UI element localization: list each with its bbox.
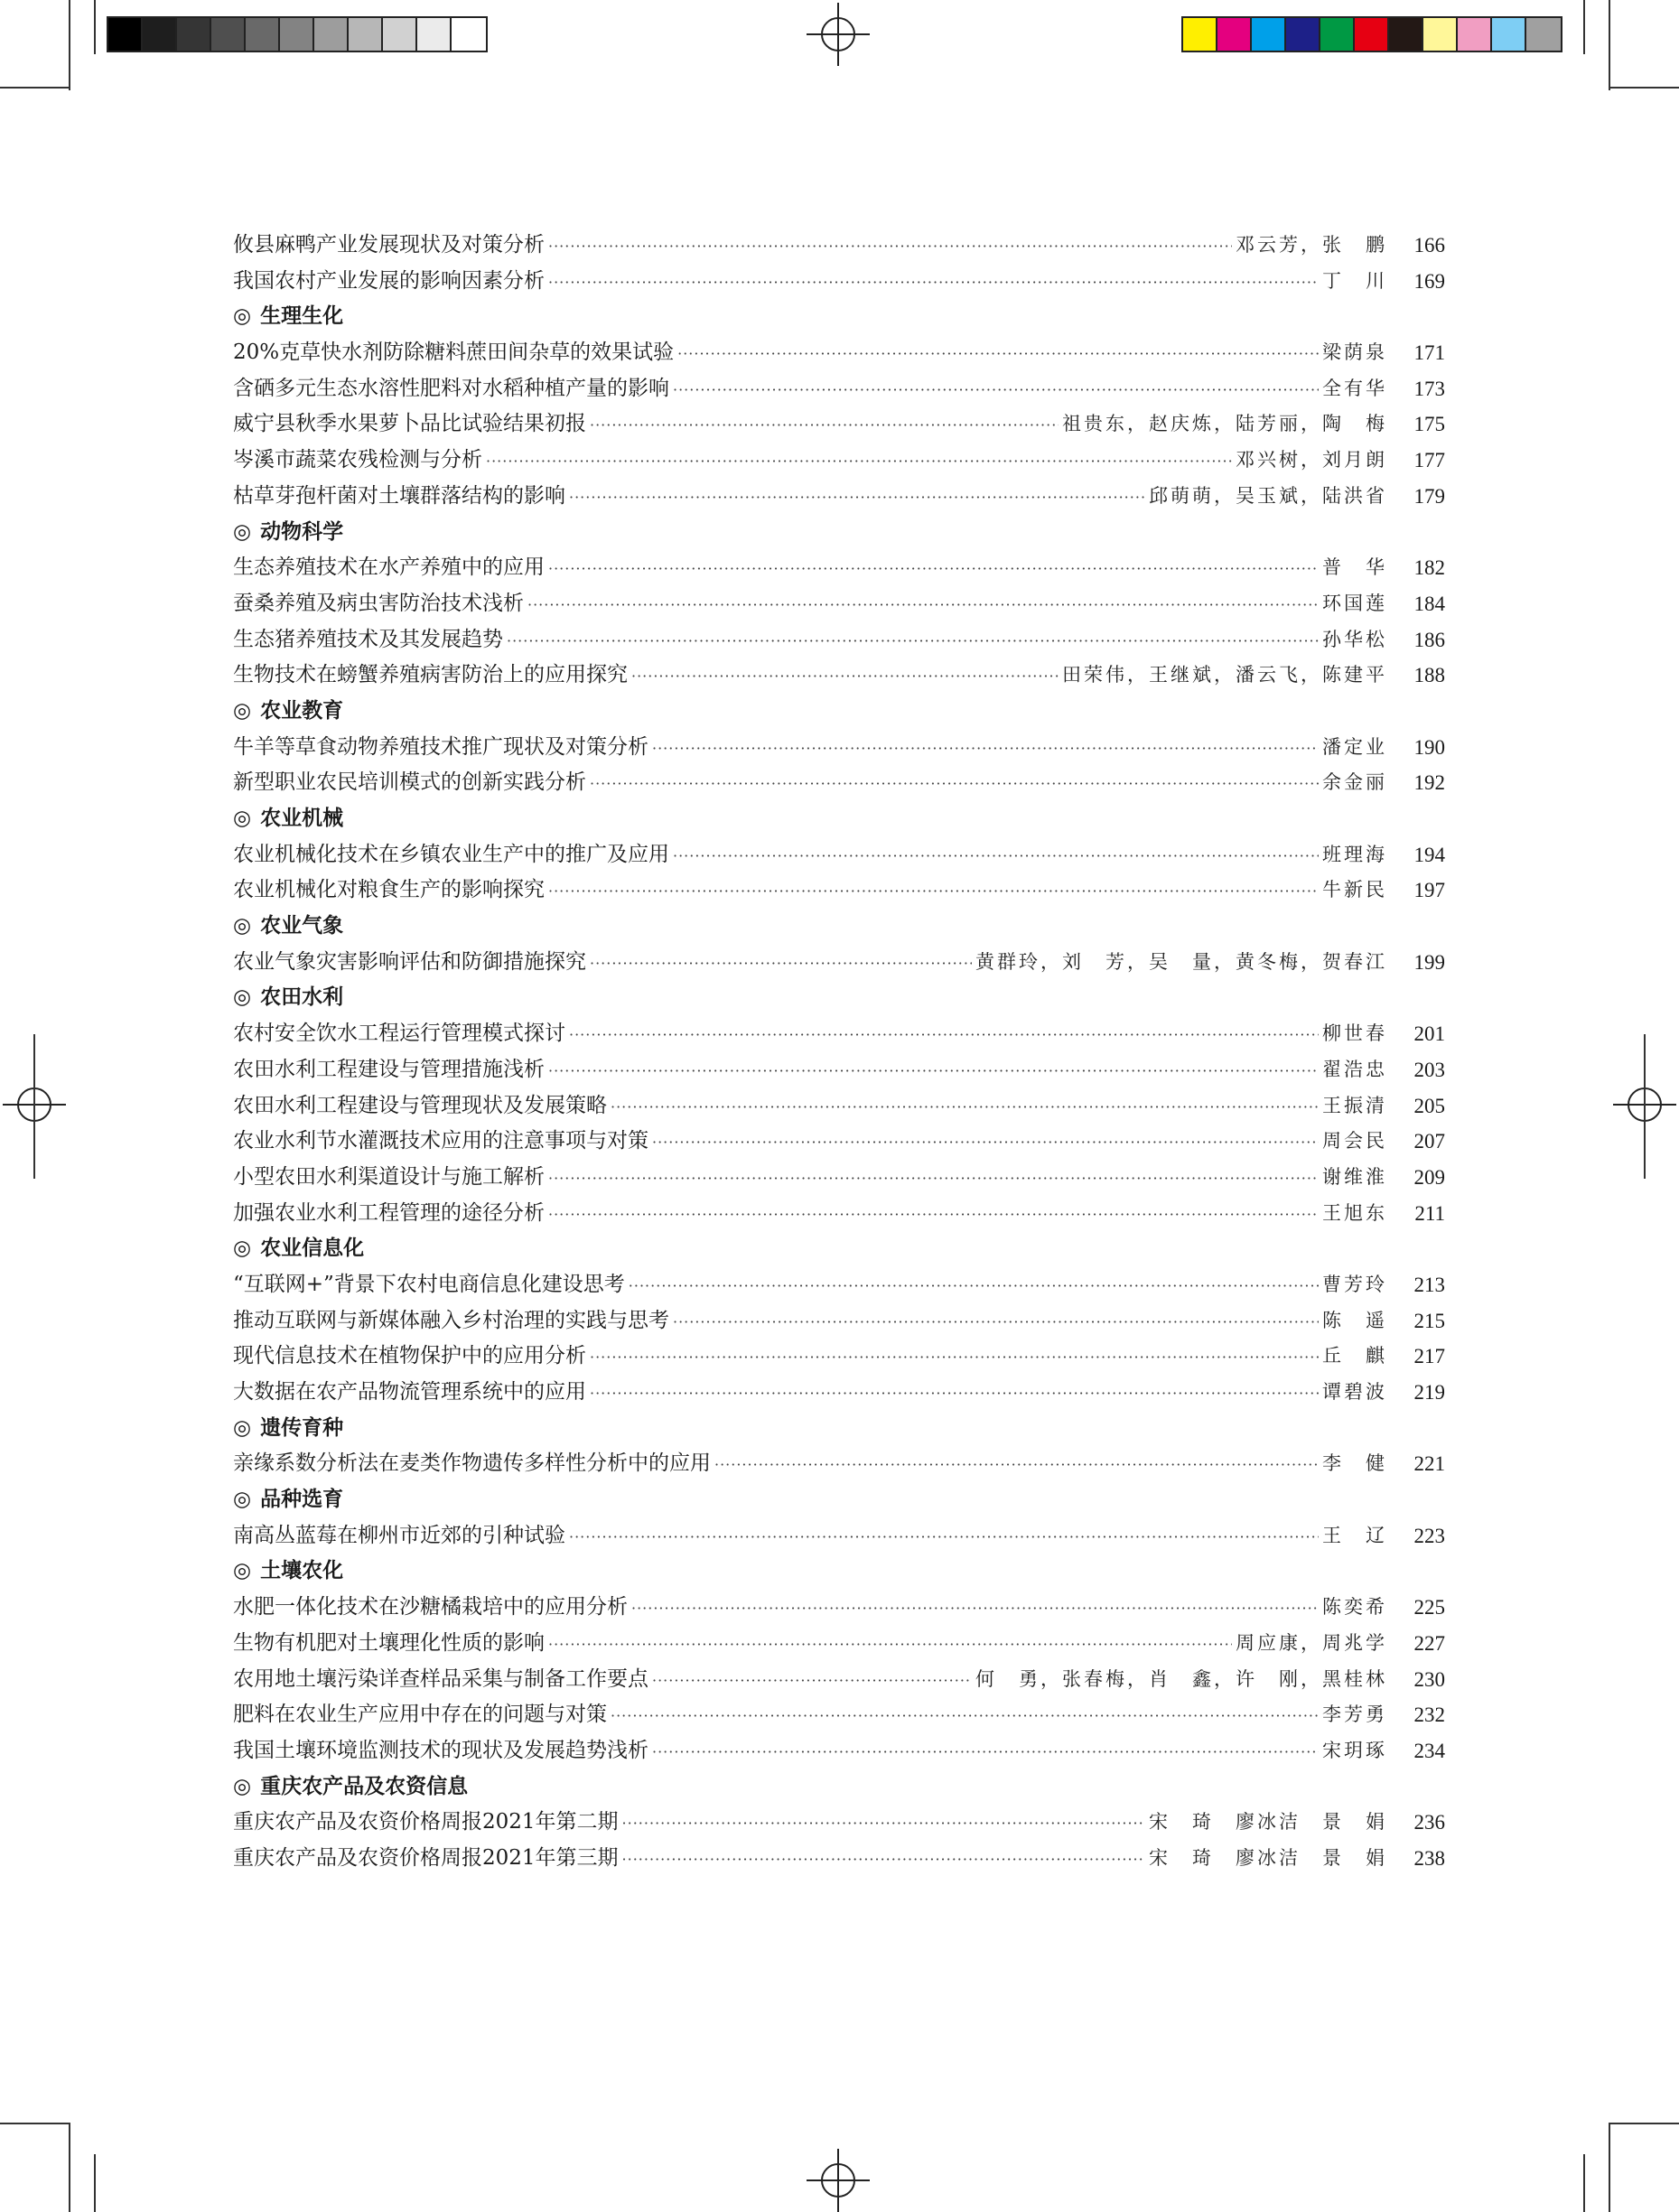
page-number: 215 — [1413, 1309, 1445, 1332]
article-title: 牛羊等草食动物养殖技术推广现状及对策分析 — [233, 734, 648, 759]
color-swatch — [1252, 18, 1286, 51]
toc-entry[interactable] — [233, 1446, 1445, 1482]
dot-leader — [652, 1124, 1319, 1160]
page-number: 182 — [1413, 556, 1445, 580]
color-swatch — [314, 18, 349, 51]
page-number: 171 — [1413, 341, 1445, 365]
article-authors: 祖贵东，赵庆炼，陆芳丽，陶 梅 — [1062, 413, 1387, 435]
color-swatch — [452, 18, 486, 51]
color-swatch — [143, 18, 177, 51]
article-authors: 何 勇，张春梅，肖 鑫，许 刚，黑桂林 — [975, 1667, 1387, 1690]
section-title: 农业机械 — [260, 807, 344, 830]
color-swatch — [1183, 18, 1217, 51]
toc-entry[interactable] — [233, 1088, 1445, 1125]
toc-entry[interactable] — [233, 1124, 1445, 1160]
page-number: 223 — [1413, 1524, 1445, 1547]
toc-entry[interactable] — [233, 1052, 1445, 1088]
page-number: 234 — [1413, 1739, 1445, 1762]
article-title: 农田水利工程建设与管理措施浅析 — [233, 1057, 545, 1081]
dot-leader — [652, 1733, 1319, 1769]
toc-entry[interactable] — [233, 1805, 1445, 1841]
toc-entry[interactable] — [233, 730, 1445, 766]
article-title: 生态养殖技术在水产养殖中的应用 — [233, 555, 545, 580]
page-number: 169 — [1413, 269, 1445, 293]
article-title: 农业气象灾害影响评估和防御措施探究 — [233, 949, 586, 974]
article-authors: 班理海 — [1322, 843, 1387, 865]
section-marker-icon: ◎ — [233, 304, 252, 329]
article-title: 重庆农产品及农资价格周报2021年第三期 — [233, 1845, 619, 1870]
article-authors: 谢维淮 — [1322, 1165, 1387, 1188]
page-number: 207 — [1413, 1130, 1445, 1153]
toc-section-heading — [233, 515, 1445, 551]
article-title: 含硒多元生态水溶性肥料对水稻种植产量的影响 — [233, 376, 669, 400]
dot-leader — [673, 371, 1319, 407]
page-number: 227 — [1413, 1631, 1445, 1655]
article-title: 农业水利节水灌溉技术应用的注意事项与对策 — [233, 1129, 648, 1153]
crop-mark-top-right-h — [1610, 87, 1679, 89]
article-title: 生物技术在螃蟹养殖病害防治上的应用探究 — [233, 663, 628, 687]
dot-leader — [622, 1805, 1145, 1841]
crop-mark-bottom-right-h — [1610, 2123, 1679, 2124]
toc-entry[interactable] — [233, 335, 1445, 371]
page-number: 166 — [1413, 234, 1445, 257]
article-authors: 曹芳玲 — [1322, 1273, 1387, 1295]
dot-leader — [507, 622, 1319, 658]
dot-leader — [569, 1518, 1319, 1554]
color-calibration-bar — [1181, 16, 1562, 52]
article-authors: 孙华松 — [1322, 628, 1387, 650]
crop-mark-top-left-v — [69, 0, 70, 90]
article-title: 现代信息技术在植物保护中的应用分析 — [233, 1344, 586, 1368]
article-authors: 丁 川 — [1322, 269, 1387, 292]
toc-entry[interactable] — [233, 1016, 1445, 1052]
dot-leader — [527, 586, 1319, 622]
crop-mark-bottom-left-h — [0, 2123, 69, 2124]
article-authors: 梁荫泉 — [1322, 341, 1387, 364]
page-number: 173 — [1413, 377, 1445, 400]
dot-leader — [673, 837, 1319, 873]
dot-leader — [590, 765, 1319, 801]
article-title: 20%克草快水剂防除糖料蔗田间杂草的效果试验 — [233, 341, 675, 365]
article-title: 水肥一体化技术在沙糖橘栽培中的应用分析 — [233, 1595, 628, 1619]
color-swatch — [177, 18, 211, 51]
article-authors: 陈奕希 — [1322, 1596, 1387, 1619]
color-swatch — [1458, 18, 1492, 51]
dot-leader — [548, 1052, 1319, 1088]
toc-entry[interactable] — [233, 1733, 1445, 1769]
dot-leader — [622, 1841, 1145, 1877]
toc-entry[interactable] — [233, 945, 1445, 981]
article-title: 新型职业农民培训模式的创新实践分析 — [233, 770, 586, 795]
article-title: 南高丛蓝莓在柳州市近郊的引种试验 — [233, 1523, 565, 1547]
color-swatch — [1526, 18, 1561, 51]
article-title: 农村安全饮水工程运行管理模式探讨 — [233, 1022, 565, 1046]
crop-mark-bottom-right-v — [1609, 2123, 1610, 2212]
dot-leader — [631, 658, 1059, 694]
article-title: 大数据在农产品物流管理系统中的应用 — [233, 1380, 586, 1404]
page-number: 190 — [1413, 735, 1445, 759]
article-authors: 黄群玲，刘 芳，吴 量，黄冬梅，贺春江 — [975, 950, 1387, 973]
toc-section-heading — [233, 694, 1445, 730]
page-number: 213 — [1413, 1273, 1445, 1296]
dot-leader — [569, 1016, 1319, 1052]
toc-entry[interactable] — [233, 228, 1445, 264]
article-title: 蚕桑养殖及病虫害防治技术浅析 — [233, 591, 524, 615]
article-title: 枯草芽孢杆菌对土壤群落结构的影响 — [233, 483, 565, 508]
dot-leader — [611, 1088, 1319, 1125]
article-title: “互联网+”背景下农村电商信息化建设思考 — [233, 1272, 625, 1296]
section-title: 动物科学 — [260, 519, 344, 544]
article-authors: 余金丽 — [1322, 771, 1387, 794]
page-number: 217 — [1413, 1345, 1445, 1368]
crop-mark-bottom-left-v — [69, 2123, 70, 2212]
toc-entry[interactable] — [233, 264, 1445, 300]
toc-entry[interactable] — [233, 1518, 1445, 1554]
article-authors: 王振清 — [1322, 1094, 1387, 1116]
page-number: 238 — [1413, 1846, 1445, 1870]
crop-mark-bottom-left-v2 — [94, 2154, 96, 2212]
toc-section-heading — [233, 1769, 1445, 1806]
dot-leader — [677, 335, 1319, 371]
section-title: 农业教育 — [260, 698, 344, 723]
crop-mark-top-left-v2 — [94, 0, 96, 54]
crop-mark-top-right-v — [1609, 0, 1610, 90]
section-marker-icon: ◎ — [233, 1415, 252, 1440]
article-authors: 邓云芳，张 鹏 — [1236, 234, 1387, 256]
article-authors: 王 辽 — [1322, 1524, 1387, 1546]
color-swatch — [383, 18, 417, 51]
section-marker-icon: ◎ — [233, 1237, 252, 1261]
page-number: 179 — [1413, 484, 1445, 508]
article-title: 生物有机肥对土壤理化性质的影响 — [233, 1630, 545, 1655]
section-title: 农田水利 — [260, 985, 344, 1010]
article-authors: 陈 遥 — [1322, 1309, 1387, 1331]
toc-entry[interactable] — [233, 1339, 1445, 1375]
dot-leader — [611, 1697, 1319, 1733]
page-number: 192 — [1413, 771, 1445, 795]
section-title: 重庆农产品及农资信息 — [260, 1774, 469, 1798]
dot-leader — [548, 1160, 1319, 1196]
toc-section-heading — [233, 1554, 1445, 1590]
grayscale-calibration-bar — [107, 16, 488, 52]
toc-entry[interactable] — [233, 1841, 1445, 1877]
section-marker-icon: ◎ — [233, 698, 252, 723]
article-title: 农业机械化技术在乡镇农业生产中的推广及应用 — [233, 842, 669, 866]
article-authors: 王旭东 — [1322, 1201, 1387, 1224]
article-authors: 宋 琦 廖冰洁 景 娟 — [1149, 1846, 1387, 1869]
page-number: 232 — [1413, 1703, 1445, 1727]
toc-section-heading — [233, 1231, 1445, 1267]
toc-entry[interactable] — [233, 1160, 1445, 1196]
section-title: 生理生化 — [260, 304, 344, 329]
page-number: 205 — [1413, 1094, 1445, 1117]
toc-entry[interactable] — [233, 622, 1445, 658]
article-authors: 普 华 — [1322, 556, 1387, 579]
color-swatch — [349, 18, 383, 51]
dot-leader — [548, 264, 1319, 300]
toc-entry[interactable] — [233, 1626, 1445, 1662]
page-number: 221 — [1413, 1452, 1445, 1476]
toc-entry[interactable] — [233, 443, 1445, 479]
article-authors: 柳世春 — [1322, 1022, 1387, 1045]
page-number: 186 — [1413, 628, 1445, 651]
article-authors: 李 健 — [1322, 1452, 1387, 1475]
toc-entry[interactable] — [233, 550, 1445, 586]
page-number: 203 — [1413, 1058, 1445, 1081]
page-number: 175 — [1413, 413, 1445, 436]
article-title: 我国土壤环境监测技术的现状及发展趋势浅析 — [233, 1738, 648, 1762]
dot-leader — [714, 1446, 1319, 1482]
color-swatch — [108, 18, 143, 51]
article-title: 重庆农产品及农资价格周报2021年第二期 — [233, 1810, 619, 1834]
page-number: 177 — [1413, 449, 1445, 472]
page-number: 199 — [1413, 950, 1445, 974]
page-number: 197 — [1413, 879, 1445, 902]
dot-leader — [590, 1339, 1319, 1375]
section-title: 农业信息化 — [260, 1237, 365, 1261]
toc-entry[interactable] — [233, 765, 1445, 801]
article-title: 生态猪养殖技术及其发展趋势 — [233, 627, 503, 651]
toc-entry[interactable] — [233, 1662, 1445, 1698]
dot-leader — [548, 1196, 1319, 1232]
page-number: 236 — [1413, 1811, 1445, 1834]
article-authors: 全有华 — [1322, 377, 1387, 399]
article-title: 威宁县秋季水果萝卜品比试验结果初报 — [233, 412, 586, 436]
article-authors: 谭碧波 — [1322, 1381, 1387, 1403]
section-title: 遗传育种 — [260, 1415, 344, 1440]
page-number: 201 — [1413, 1022, 1445, 1046]
table-of-contents — [233, 228, 1445, 1877]
article-authors: 丘 麒 — [1322, 1345, 1387, 1367]
article-authors: 环国莲 — [1322, 592, 1387, 614]
article-title: 亲缘系数分析法在麦类作物遗传多样性分析中的应用 — [233, 1451, 711, 1476]
toc-entry[interactable] — [233, 371, 1445, 407]
section-title: 品种选育 — [260, 1488, 344, 1512]
dot-leader — [629, 1267, 1319, 1303]
article-authors: 田荣伟，王继斌，潘云飞，陈建平 — [1062, 664, 1387, 686]
color-swatch — [1217, 18, 1252, 51]
article-title: 农用地土壤污染详查样品采集与制备工作要点 — [233, 1666, 648, 1691]
color-swatch — [1286, 18, 1320, 51]
page-number: 225 — [1413, 1596, 1445, 1619]
dot-leader — [548, 550, 1319, 586]
article-authors: 潘定业 — [1322, 735, 1387, 758]
article-authors: 翟浩忠 — [1322, 1058, 1387, 1080]
color-swatch — [1492, 18, 1526, 51]
registration-target-icon — [807, 2149, 870, 2212]
section-marker-icon: ◎ — [233, 1774, 252, 1798]
color-swatch — [417, 18, 452, 51]
toc-entry[interactable] — [233, 658, 1445, 694]
article-authors: 邱萌萌，吴玉斌，陆洪省 — [1149, 484, 1387, 507]
article-title: 农田水利工程建设与管理现状及发展策略 — [233, 1093, 607, 1117]
article-title: 加强农业水利工程管理的途径分析 — [233, 1200, 545, 1225]
page-number: 194 — [1413, 843, 1445, 866]
toc-entry[interactable] — [233, 1590, 1445, 1626]
toc-section-heading — [233, 801, 1445, 837]
dot-leader — [673, 1303, 1319, 1339]
color-swatch — [1389, 18, 1423, 51]
article-title: 农业机械化对粮食生产的影响探究 — [233, 878, 545, 902]
toc-entry[interactable] — [233, 479, 1445, 515]
article-title: 岑溪市蔬菜农残检测与分析 — [233, 448, 482, 472]
page-number: 230 — [1413, 1667, 1445, 1691]
dot-leader — [590, 945, 972, 981]
page-number: 211 — [1414, 1201, 1445, 1225]
toc-section-heading — [233, 1411, 1445, 1447]
toc-entry[interactable] — [233, 586, 1445, 622]
toc-section-heading — [233, 909, 1445, 945]
dot-leader — [548, 873, 1319, 909]
section-marker-icon: ◎ — [233, 985, 252, 1010]
article-authors: 李芳勇 — [1322, 1703, 1387, 1726]
crop-mark-top-left-h — [0, 87, 69, 89]
toc-entry[interactable] — [233, 1375, 1445, 1411]
dot-leader — [486, 443, 1232, 479]
article-title: 攸县麻鸭产业发展现状及对策分析 — [233, 233, 545, 257]
article-authors: 邓兴树，刘月朗 — [1236, 449, 1387, 471]
dot-leader — [652, 1662, 972, 1698]
registration-line-left — [33, 1034, 35, 1179]
page-number: 184 — [1413, 592, 1445, 615]
article-title: 小型农田水利渠道设计与施工解析 — [233, 1164, 545, 1189]
color-swatch — [1355, 18, 1389, 51]
toc-section-heading — [233, 1482, 1445, 1518]
color-swatch — [280, 18, 314, 51]
dot-leader — [548, 1626, 1232, 1662]
article-title: 推动互联网与新媒体融入乡村治理的实践与思考 — [233, 1308, 669, 1332]
registration-target-icon — [807, 3, 870, 66]
dot-leader — [590, 406, 1059, 443]
dot-leader — [590, 1375, 1319, 1411]
article-authors: 牛新民 — [1322, 879, 1387, 901]
article-authors: 宋 琦 廖冰洁 景 娟 — [1149, 1811, 1387, 1834]
dot-leader — [652, 730, 1319, 766]
section-marker-icon: ◎ — [233, 1559, 252, 1583]
article-title: 我国农村产业发展的影响因素分析 — [233, 268, 545, 293]
toc-entry[interactable] — [233, 1303, 1445, 1339]
section-marker-icon: ◎ — [233, 1488, 252, 1512]
section-marker-icon: ◎ — [233, 519, 252, 544]
crop-mark-bottom-right-v2 — [1583, 2154, 1585, 2212]
toc-entry[interactable] — [233, 873, 1445, 909]
toc-entry[interactable] — [233, 1697, 1445, 1733]
dot-leader — [631, 1590, 1319, 1626]
section-marker-icon: ◎ — [233, 807, 252, 830]
section-title: 农业气象 — [260, 914, 344, 938]
section-marker-icon: ◎ — [233, 914, 252, 938]
color-swatch — [211, 18, 246, 51]
color-swatch — [246, 18, 280, 51]
article-title: 肥料在农业生产应用中存在的问题与对策 — [233, 1703, 607, 1727]
color-swatch — [1423, 18, 1458, 51]
page-number: 188 — [1413, 664, 1445, 687]
toc-entry[interactable] — [233, 1196, 1445, 1232]
toc-entry[interactable] — [233, 837, 1445, 873]
article-authors: 周应康，周兆学 — [1236, 1631, 1387, 1654]
dot-leader — [548, 228, 1232, 264]
toc-entry[interactable] — [233, 1267, 1445, 1303]
page-number: 209 — [1413, 1165, 1445, 1189]
toc-entry[interactable] — [233, 406, 1445, 443]
article-authors: 周会民 — [1322, 1130, 1387, 1153]
section-title: 土壤农化 — [260, 1559, 344, 1583]
toc-section-heading — [233, 980, 1445, 1016]
article-authors: 宋玥琢 — [1322, 1739, 1387, 1761]
toc-section-heading — [233, 299, 1445, 335]
color-swatch — [1320, 18, 1355, 51]
registration-line-right — [1644, 1034, 1646, 1179]
crop-mark-top-right-v2 — [1583, 0, 1585, 54]
page-number: 219 — [1413, 1381, 1445, 1404]
dot-leader — [569, 479, 1145, 515]
